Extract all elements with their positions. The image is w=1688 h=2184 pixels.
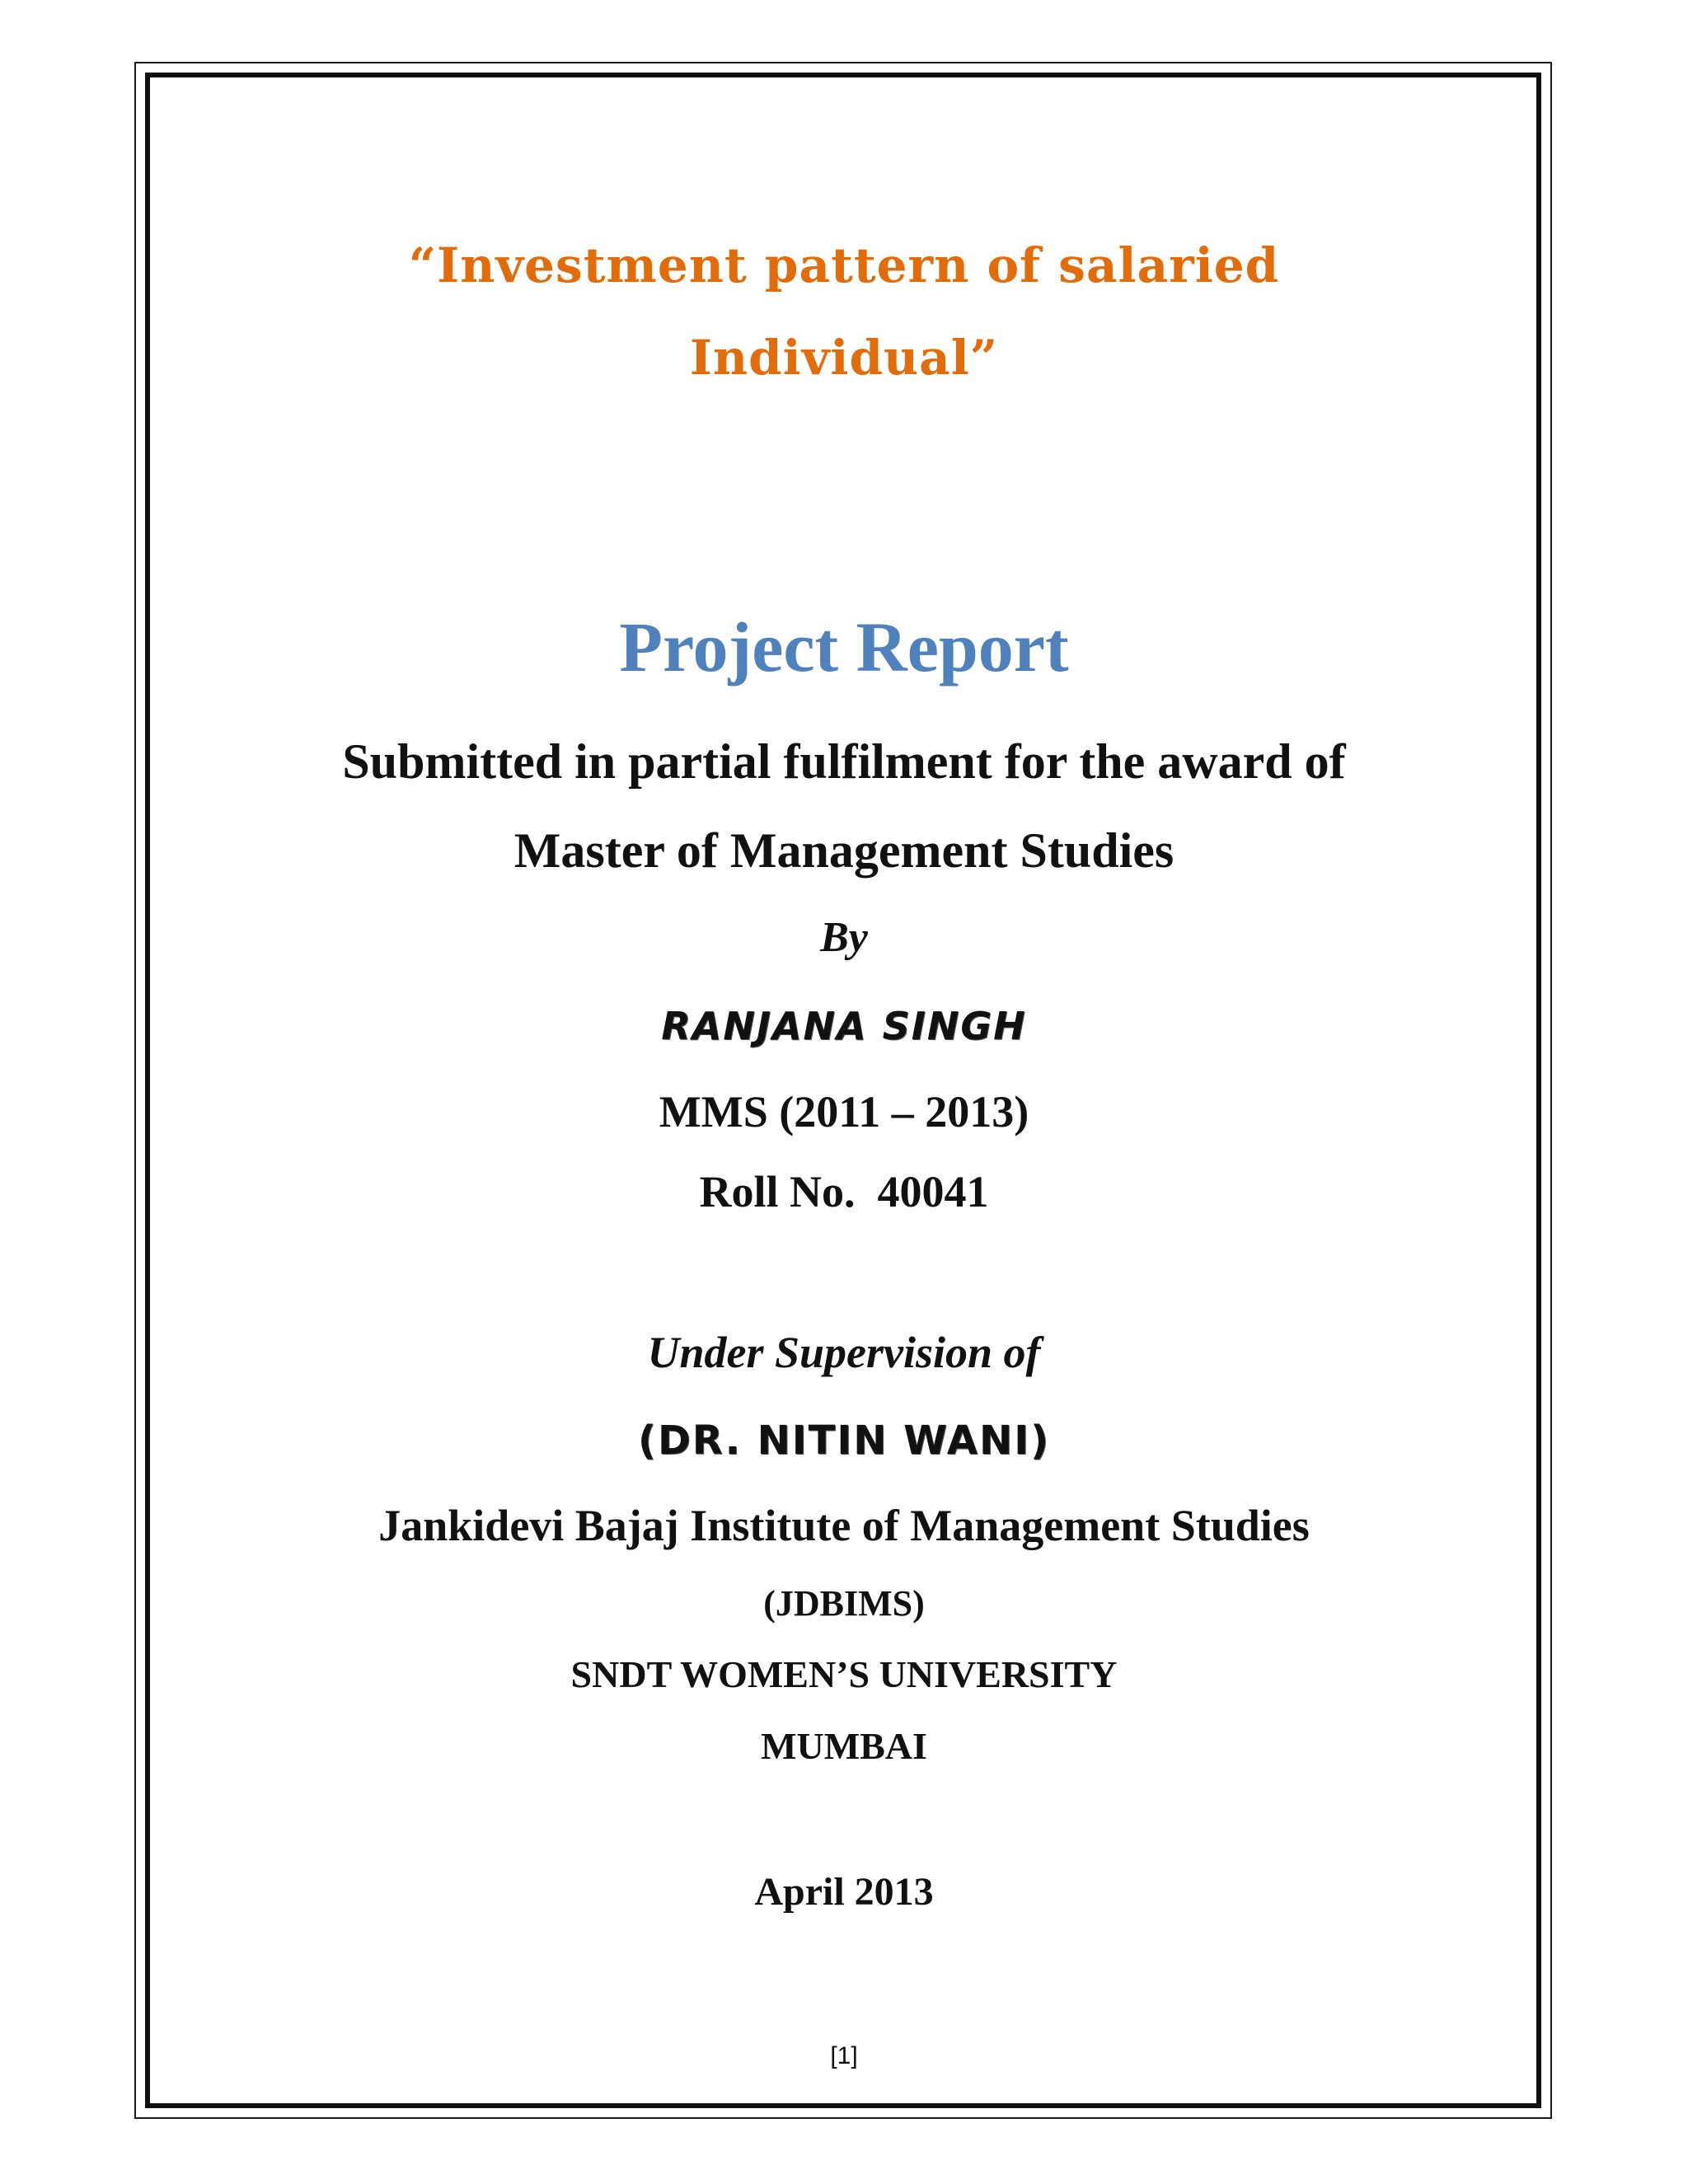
institute-abbreviation: (JDBIMS) (763, 1583, 925, 1624)
report-title-line2: Individual” (689, 330, 999, 386)
page-number: [1] (830, 2042, 858, 2069)
institute-name: Jankidevi Bajaj Institute of Management Studies (378, 1501, 1310, 1550)
project-report-heading: Project Report (619, 607, 1069, 687)
roll-number: Roll No. 40041 (699, 1167, 989, 1216)
submitted-line2: Master of Management Studies (513, 823, 1175, 878)
supervisor-name: (DR. NITIN WANI) (638, 1418, 1050, 1464)
city-name: MUMBAI (761, 1725, 927, 1767)
submitted-line1: Submitted in partial fulfilment for the award of (342, 734, 1346, 789)
university-name: SNDT WOMEN’S UNIVERSITY (570, 1653, 1118, 1695)
submission-date: April 2013 (754, 1870, 934, 1914)
program-years: MMS (2011 – 2013) (659, 1087, 1029, 1137)
supervision-label: Under Supervision of (647, 1328, 1041, 1377)
report-title-line1: “Investment pattern of salaried (408, 237, 1280, 293)
author-name: RANJANA SINGH (661, 1004, 1027, 1048)
by-label: By (820, 914, 868, 961)
